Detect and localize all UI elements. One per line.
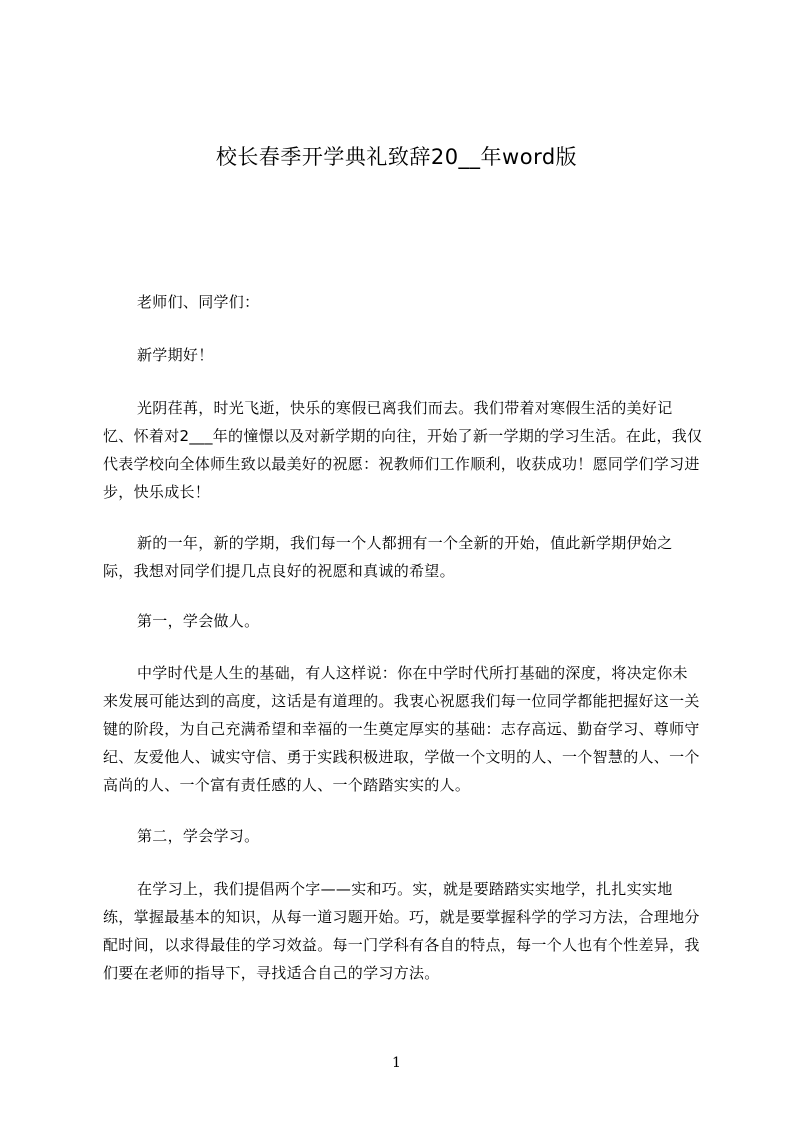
paragraph-study: 在学习上，我们提倡两个字——实和巧。实，就是要踏踏实实地学，扎扎实实地练，掌握最基本的知识，从每一道习题开始。巧，就是要掌握科学的学习方法，合理地分配时间，以求得最佳的学习效益。每一门学科有各自的特点，每一个人也有个性差异，我们要在老师的指导下，寻找适合自己的学习方法。	[103, 880, 700, 982]
paragraph-heading-second: 第二，学会学习。	[137, 827, 260, 845]
paragraph-middle-school: 中学时代是人生的基础，有人这样说：你在中学时代所打基础的深度，将决定你未来发展可能达到的高度，这话是有道理的。我衷心祝愿我们每一位同学都能把握好这一关键的阶段，为自己充满希望和幸福的一生奠定厚实的基础：志存高远、勤奋学习、尊师守纪、友爱他人、诚实守信、勇于实践积极进取，学做一个文明的人、一个智慧的人、一个高尚的人、一个富有责任感的人、一个踏踏实实的人。	[103, 664, 700, 794]
page-number: 1	[392, 1055, 401, 1071]
paragraph-salutation: 老师们、同学们：	[137, 293, 260, 311]
paragraph-greeting: 新学期好！	[137, 346, 214, 364]
document-title: 校长春季开学典礼致辞20__年word版	[215, 145, 578, 169]
paragraph-heading-first: 第一，学会做人。	[137, 612, 260, 630]
paragraph-new-year: 新的一年，新的学期，我们每一个人都拥有一个全新的开始，值此新学期伊始之际，我想对同学们提几点良好的祝愿和真诚的希望。	[103, 534, 673, 580]
paragraph-opening: 光阴荏苒，时光飞逝，快乐的寒假已离我们而去。我们带着对寒假生活的美好记忆、怀着对2___年的憧憬以及对新学期的向往，开始了新一学期的学习生活。在此，我仅代表学校向全体师生致以最美好的祝愿：祝教师们工作顺利，收获成功！愿同学们学习进步，快乐成长！	[103, 399, 703, 501]
